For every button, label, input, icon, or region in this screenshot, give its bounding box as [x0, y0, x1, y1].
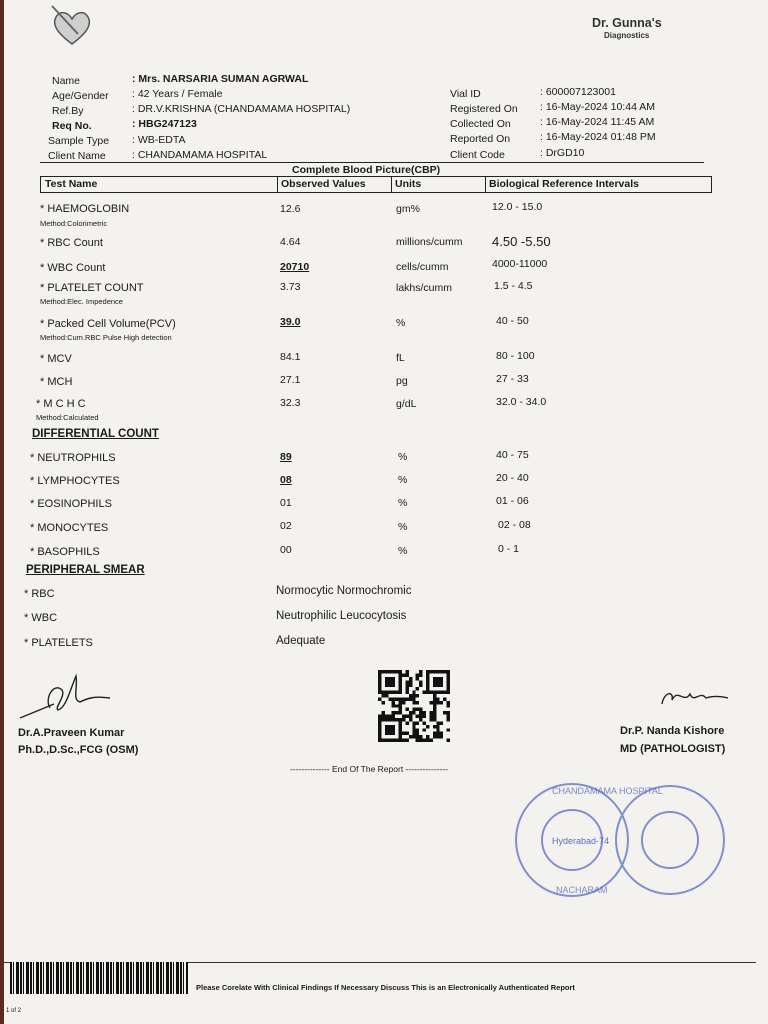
differential-title: DIFFERENTIAL COUNT: [32, 428, 159, 440]
lab-logo-icon: [48, 4, 96, 52]
test-value: 84.1: [280, 351, 301, 363]
test-value: 4.64: [280, 236, 301, 248]
diff-range: 20 - 40: [496, 472, 529, 484]
col-units: Units: [395, 178, 422, 190]
req-label: Req No.: [52, 120, 92, 132]
lab-name: Dr. Gunna's: [592, 16, 662, 30]
smear-name: * WBC: [24, 612, 58, 624]
client-code: : DrGD10: [540, 147, 585, 159]
signer-left-title: Ph.D.,D.Sc.,FCG (OSM): [18, 744, 139, 756]
diff-name: * MONOCYTES: [30, 522, 109, 534]
vial-label: Vial ID: [450, 88, 481, 100]
test-name: * WBC Count: [40, 262, 106, 274]
report-title: Complete Blood Picture(CBP): [292, 164, 441, 176]
reported-label: Reported On: [450, 133, 511, 145]
test-value: 39.0: [280, 316, 301, 328]
page-number: 1 of 2: [6, 1008, 22, 1014]
report-page: [4, 0, 768, 1024]
diff-unit: %: [398, 521, 408, 533]
test-unit: %: [396, 317, 406, 329]
test-name: * M C H C: [36, 398, 86, 410]
registered-label: Registered On: [450, 103, 518, 115]
diff-unit: %: [398, 474, 408, 486]
smear-value: Adequate: [276, 635, 326, 647]
test-value: 12.6: [280, 203, 301, 215]
test-method: Method:Colorimetric: [40, 219, 108, 228]
name-label: Name: [52, 75, 81, 87]
diff-unit: %: [398, 545, 408, 557]
col-test-name: Test Name: [45, 178, 98, 190]
test-value: 3.73: [280, 281, 301, 293]
test-range: 32.0 - 34.0: [496, 396, 547, 408]
test-value: 27.1: [280, 374, 301, 386]
diff-value: 02: [280, 520, 292, 532]
sample-type: : WB-EDTA: [132, 134, 186, 146]
registered-on: : 16-May-2024 10:44 AM: [540, 101, 655, 113]
test-unit: millions/cumm: [396, 236, 463, 248]
test-range: 27 - 33: [496, 373, 529, 385]
test-method: Method:Cum.RBC Pulse High detection: [40, 333, 172, 342]
diff-unit: %: [398, 497, 408, 509]
smear-title: PERIPHERAL SMEAR: [26, 564, 145, 576]
signer-right-name: Dr.P. Nanda Kishore: [620, 725, 725, 737]
signature-right-icon: [654, 676, 734, 712]
test-name: * Packed Cell Volume(PCV): [40, 318, 176, 330]
diff-range: 40 - 75: [496, 449, 529, 461]
test-unit: g/dL: [396, 398, 417, 410]
patient-name: : Mrs. NARSARIA SUMAN AGRWAL: [132, 73, 309, 85]
footer-note: Please Corelate With Clinical Findings If Necessary Discuss This is an Electronically Authenticated Report: [196, 983, 575, 992]
smear-value: Neutrophilic Leucocytosis: [276, 610, 407, 622]
sample-label: Sample Type: [48, 135, 110, 147]
req-no: : HBG247123: [132, 118, 197, 130]
end-of-report: -------------- End Of The Report ---------------: [290, 764, 448, 774]
test-unit: gm%: [396, 203, 420, 215]
test-name: * RBC Count: [40, 237, 103, 249]
diff-unit: %: [398, 451, 408, 463]
test-unit: cells/cumm: [396, 261, 449, 273]
diff-name: * EOSINOPHILS: [30, 498, 112, 510]
test-range: 40 - 50: [496, 315, 529, 327]
lab-subtitle: Diagnostics: [604, 31, 650, 40]
diff-name: * NEUTROPHILS: [30, 452, 116, 464]
diff-range: 01 - 06: [496, 495, 529, 507]
test-name: * PLATELET COUNT: [40, 282, 144, 294]
smear-name: * PLATELETS: [24, 637, 93, 649]
test-range: 4.50 -5.50: [492, 234, 551, 249]
test-value: 20710: [280, 261, 310, 273]
age-label: Age/Gender: [52, 90, 109, 102]
diff-value: 01: [280, 497, 292, 509]
ref-by: : DR.V.KRISHNA (CHANDAMAMA HOSPITAL): [132, 103, 351, 115]
qr-code-icon: [378, 670, 450, 742]
test-name: * HAEMOGLOBIN: [40, 203, 130, 215]
hospital-stamp-icon: [512, 778, 732, 904]
ref-label: Ref.By: [52, 105, 84, 117]
divider: [40, 162, 704, 163]
col-reference: Biological Reference Intervals: [489, 178, 639, 190]
collected-on: : 16-May-2024 11:45 AM: [540, 116, 655, 128]
diff-range: 02 - 08: [498, 519, 531, 531]
test-unit: pg: [396, 375, 408, 387]
test-method: Method:Elec. Impedence: [40, 297, 123, 306]
table-header: [40, 176, 712, 193]
test-method: Method:Calculated: [36, 413, 99, 422]
stamp-top: CHANDAMAMA HOSPITAL: [552, 786, 663, 796]
test-range: 12.0 - 15.0: [492, 201, 543, 213]
test-range: 1.5 - 4.5: [494, 280, 533, 292]
test-range: 4000-11000: [492, 258, 548, 270]
barcode-icon: [10, 962, 188, 994]
diff-name: * BASOPHILS: [30, 546, 100, 558]
client-code-label: Client Code: [450, 149, 505, 161]
test-unit: fL: [396, 352, 405, 364]
stamp-bottom: NACHARAM: [556, 885, 608, 895]
test-name: * MCV: [40, 353, 72, 365]
test-name: * MCH: [40, 376, 73, 388]
reported-on: : 16-May-2024 01:48 PM: [540, 131, 656, 143]
signature-left-icon: [14, 668, 124, 724]
stamp-center: Hyderabad-74: [552, 836, 610, 846]
signer-left-name: Dr.A.Praveen Kumar: [18, 727, 125, 739]
diff-range: 0 - 1: [498, 543, 520, 555]
smear-name: * RBC: [24, 588, 55, 600]
diff-value: 89: [280, 451, 292, 463]
patient-age: : 42 Years / Female: [132, 88, 223, 100]
diff-value: 00: [280, 544, 292, 556]
diff-name: * LYMPHOCYTES: [30, 475, 120, 487]
col-observed: Observed Values: [281, 178, 366, 190]
client-name: : CHANDAMAMA HOSPITAL: [132, 149, 268, 161]
smear-value: Normocytic Normochromic: [276, 585, 412, 597]
test-unit: lakhs/cumm: [396, 282, 453, 294]
client-label: Client Name: [48, 150, 106, 162]
signer-right-title: MD (PATHOLOGIST): [620, 743, 726, 755]
test-value: 32.3: [280, 397, 301, 409]
vial-id: : 600007123001: [540, 86, 616, 98]
diff-value: 08: [280, 474, 292, 486]
test-range: 80 - 100: [496, 350, 535, 362]
collected-label: Collected On: [450, 118, 511, 130]
